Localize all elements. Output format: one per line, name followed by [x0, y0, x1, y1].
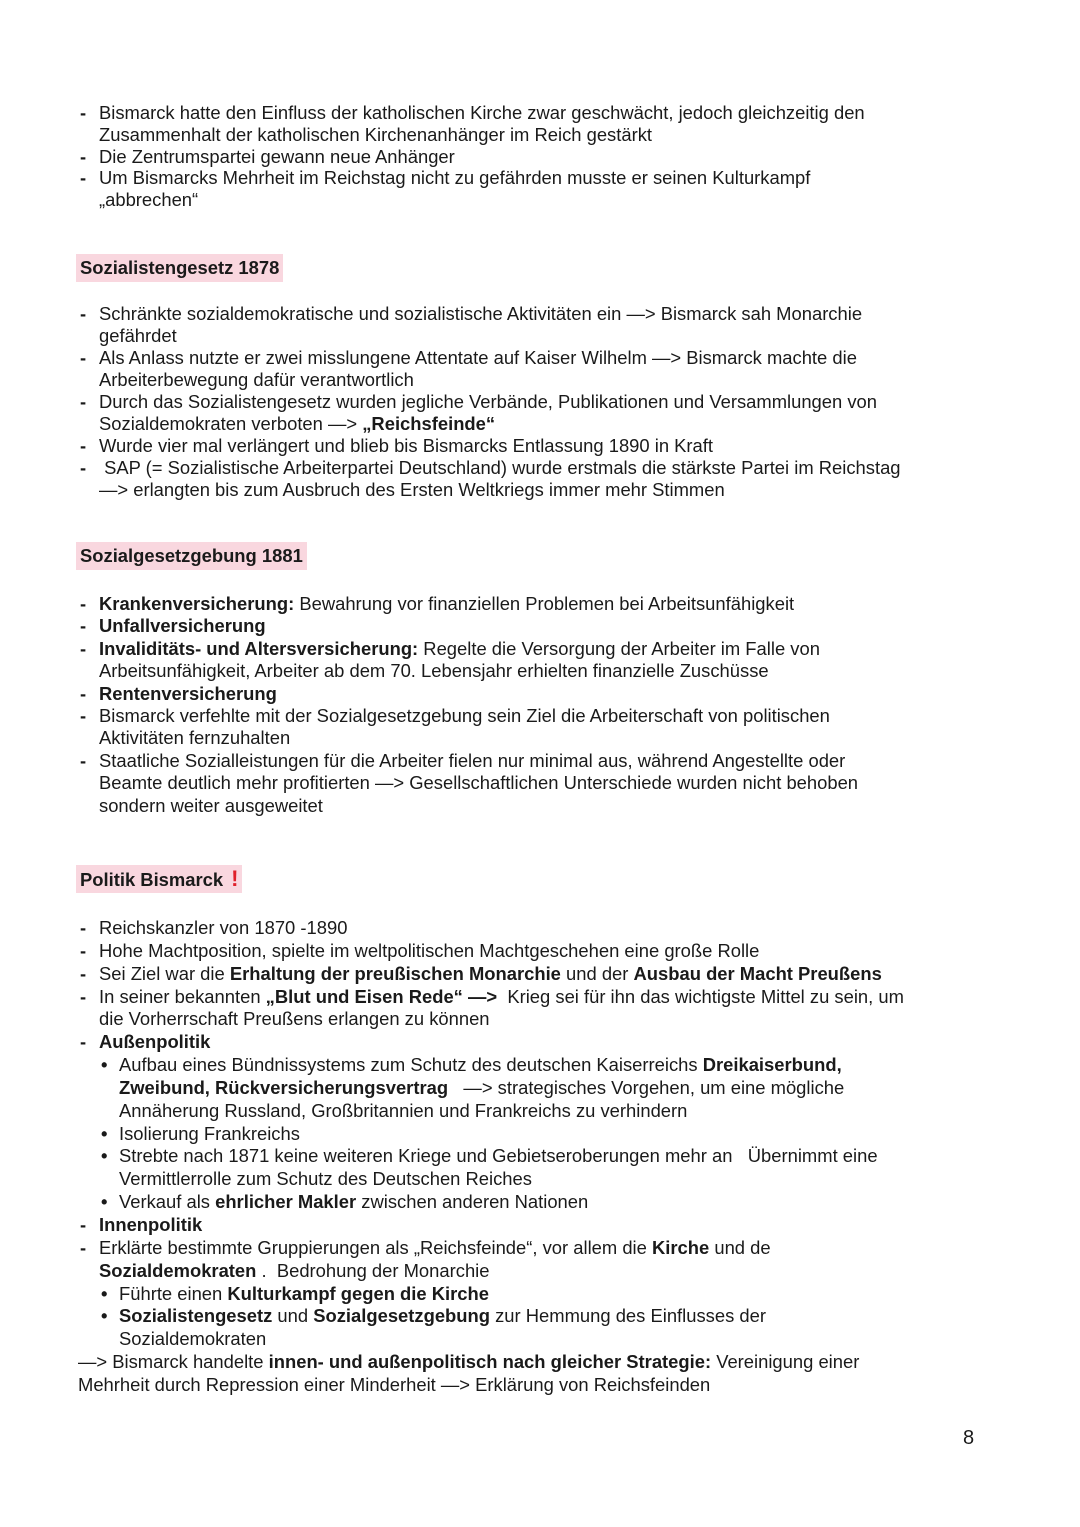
text: SAP (= Sozialistische Arbeiterpartei Deutschland) wurde erstmals die stärkste Partei im Reichstag	[99, 457, 901, 478]
bold-text: Invaliditäts- und Altersversicherung:	[99, 637, 419, 659]
list-item	[0, 615, 1080, 637]
dash-bullet-icon: -	[80, 749, 87, 771]
text-line	[119, 1054, 1080, 1077]
list-item	[0, 167, 1080, 211]
bullet-list	[0, 303, 1080, 501]
list-item	[0, 638, 1080, 683]
dash-bullet-icon: -	[80, 347, 87, 368]
text-line	[99, 940, 1080, 963]
dash-bullet-icon: -	[80, 615, 87, 637]
list-item	[0, 391, 1080, 435]
bullet-list	[0, 102, 1080, 211]
dot-bullet-icon: •	[101, 1305, 108, 1327]
text: Annäherung Russland, Großbritannien und Frankreichs zu verhindern	[119, 1099, 688, 1121]
section-heading	[76, 254, 283, 282]
bold-text: Sozialgesetzgebung	[313, 1305, 490, 1327]
list-item	[0, 1054, 1080, 1123]
list-item	[0, 963, 1080, 986]
dash-bullet-icon: -	[80, 1236, 87, 1258]
text: und der	[560, 962, 634, 984]
dot-bullet-icon: •	[101, 1191, 108, 1213]
dash-bullet-icon: -	[80, 985, 87, 1007]
section-heading-text: Sozialistengesetz 1878	[80, 257, 280, 278]
text-line	[99, 683, 1080, 705]
text: Bewahrung vor finanziellen Problemen bei Arbeitsunfähigkeit	[294, 593, 795, 614]
text-line	[99, 705, 1080, 727]
text-line	[99, 369, 1080, 391]
dot-bullet-icon: •	[101, 1054, 108, 1076]
bold-text: innen- und außenpolitisch nach gleicher Strategie:	[268, 1351, 712, 1373]
text: Reichskanzler von 1870 -1890	[99, 917, 348, 938]
text: Bismarck hatte den Einfluss der katholischen Kirche zwar geschwächt, jedoch gleichzeitig den	[99, 102, 865, 123]
text: Erklärte bestimmte Gruppierungen als „Reichsfeinde“, vor allem die	[99, 1236, 652, 1258]
bold-text: Ausbau der Macht Preußens	[633, 962, 882, 984]
text: Vereinigung einer	[711, 1351, 860, 1373]
text-line	[99, 325, 1080, 347]
dash-bullet-icon: -	[80, 593, 87, 614]
list-item	[0, 1031, 1080, 1054]
text: Vermittlerrolle zum Schutz des Deutschen Reiches	[119, 1168, 532, 1190]
text-line	[119, 1168, 1080, 1191]
text-line	[99, 413, 1080, 435]
text: Staatliche Sozialleistungen für die Arbeiter fielen nur minimal aus, während Angestellte oder	[99, 749, 846, 771]
text-line	[99, 479, 1080, 501]
text: und	[272, 1305, 314, 1327]
text-line	[99, 1214, 1080, 1237]
text: In seiner bekannten	[99, 985, 266, 1007]
text: zwischen anderen Nationen	[356, 1191, 589, 1213]
text: Zusammenhalt der katholischen Kirchenanhänger im Reich gestärkt	[99, 123, 653, 145]
bold-text: Sozialdemokraten	[99, 1259, 257, 1281]
dash-bullet-icon: -	[80, 1213, 87, 1235]
text: Hohe Machtposition, spielte im weltpolitischen Machtgeschehen eine große Rolle	[99, 939, 760, 961]
bold-text: Unfallversicherung	[99, 615, 266, 637]
text: Wurde vier mal verlängert und blieb bis Bismarcks Entlassung 1890 in Kraft	[99, 435, 713, 456]
list-item	[0, 1191, 1080, 1214]
list-item	[0, 986, 1080, 1032]
bold-text: Innenpolitik	[99, 1213, 203, 1235]
bold-text: Dreikaiserbund,	[702, 1054, 842, 1076]
list-item	[0, 1214, 1080, 1237]
dot-bullet-icon: •	[101, 1145, 108, 1167]
text: sondern weiter ausgeweitet	[99, 794, 323, 816]
bold-text: „Blut und Eisen Rede“ —>	[265, 985, 498, 1007]
bullet-list	[0, 917, 1080, 1397]
text: „abbrechen“	[99, 189, 199, 211]
text: Um Bismarcks Mehrheit im Reichstag nicht zu gefährden musste er seinen Kulturkampf	[99, 167, 811, 189]
dash-bullet-icon: -	[80, 939, 87, 961]
dash-bullet-icon: -	[80, 1031, 87, 1053]
list-item	[0, 102, 1080, 146]
dash-bullet-icon: -	[80, 167, 87, 189]
bold-text: ehrlicher Makler	[215, 1191, 357, 1213]
list-item	[0, 1305, 1080, 1351]
text-line	[119, 1283, 1080, 1306]
text: Bismarck verfehlte mit der Sozialgesetzgebung sein Ziel die Arbeiterschaft von politischen	[99, 705, 830, 727]
bold-text: Sozialistengesetz	[119, 1305, 273, 1327]
text-line	[99, 660, 1080, 682]
text-line	[119, 1077, 1080, 1100]
dash-bullet-icon: -	[80, 102, 87, 123]
text: Krieg sei für ihn das wichtigste Mittel zu sein, um	[497, 985, 904, 1007]
bold-text: Außenpolitik	[99, 1031, 211, 1053]
text: Regelte die Versorgung der Arbeiter im Falle von	[418, 637, 820, 659]
text-line	[99, 750, 1080, 772]
list-item	[0, 457, 1080, 501]
text-line	[78, 1374, 1080, 1397]
text-line	[99, 457, 1080, 479]
text: und de	[709, 1236, 771, 1258]
list-item	[0, 940, 1080, 963]
text-line	[99, 303, 1080, 325]
text: Arbeiterbewegung dafür verantwortlich	[99, 369, 414, 390]
text-line	[99, 391, 1080, 413]
text: Durch das Sozialistengesetz wurden jegliche Verbände, Publikationen und Versammlungen von	[99, 391, 878, 412]
text-line	[119, 1305, 1080, 1328]
bold-text: Zweibund, Rückversicherungsvertrag	[119, 1076, 449, 1098]
list-item	[0, 593, 1080, 615]
bold-text: Krankenversicherung:	[99, 593, 295, 614]
dash-bullet-icon: -	[80, 917, 87, 938]
text-line	[99, 593, 1080, 615]
text: zur Hemmung des Einflusses der	[490, 1305, 766, 1327]
text-line	[119, 1328, 1080, 1351]
text-line	[99, 772, 1080, 794]
text-line	[99, 167, 1080, 189]
text-line	[99, 435, 1080, 457]
text-line	[99, 347, 1080, 369]
text: Strebte nach 1871 keine weiteren Kriege und Gebietseroberungen mehr an Übernimmt eine	[119, 1145, 878, 1167]
list-item	[0, 146, 1080, 168]
text-line	[119, 1100, 1080, 1123]
text-line	[99, 638, 1080, 660]
text-line	[99, 124, 1080, 146]
section-heading	[76, 542, 307, 570]
text: Die Zentrumspartei gewann neue Anhänger	[99, 145, 455, 167]
text: Aktivitäten fernzuhalten	[99, 727, 291, 749]
list-item	[0, 1237, 1080, 1283]
dash-bullet-icon: -	[80, 682, 87, 704]
text: . Bedrohung der Monarchie	[256, 1259, 490, 1281]
text-line	[99, 1237, 1080, 1260]
text-line	[99, 189, 1080, 211]
bold-text: Kirche	[651, 1236, 710, 1258]
text-line	[99, 1260, 1080, 1283]
text: Sozialdemokraten verboten —>	[99, 413, 363, 434]
list-item	[0, 1123, 1080, 1146]
dash-bullet-icon: -	[80, 303, 87, 324]
text: —> strategisches Vorgehen, um eine mögliche	[448, 1076, 845, 1098]
text: Sei Ziel war die	[99, 962, 230, 984]
text: Mehrheit durch Repression einer Minderheit —> Erklärung von Reichsfeinden	[78, 1373, 711, 1395]
text-line	[99, 146, 1080, 168]
section-heading-text: Sozialgesetzgebung 1881	[80, 545, 303, 566]
dash-bullet-icon: -	[80, 145, 87, 167]
list-item	[0, 683, 1080, 705]
text: —> Bismarck handelte	[78, 1351, 269, 1373]
text-line	[99, 986, 1080, 1009]
page-number: 8	[963, 1427, 975, 1449]
bold-text: „Reichsfeinde“	[362, 413, 496, 434]
dash-bullet-icon: -	[80, 962, 87, 984]
text-line	[119, 1191, 1080, 1214]
list-item	[0, 917, 1080, 940]
text-line	[99, 615, 1080, 637]
list-item	[0, 303, 1080, 347]
dash-bullet-icon: -	[80, 705, 87, 727]
list-item	[0, 1283, 1080, 1306]
exclamation-icon: !	[231, 866, 239, 891]
text: —> erlangten bis zum Ausbruch des Ersten Weltkriegs immer mehr Stimmen	[99, 479, 725, 500]
list-item	[0, 1351, 1080, 1397]
text: Beamte deutlich mehr profitierten —> Gesellschaftlichen Unterschiede wurden nicht behoben	[99, 772, 859, 794]
bold-text: Kulturkampf gegen die Kirche	[227, 1282, 489, 1304]
section-heading-text: Politik Bismarck	[80, 869, 224, 890]
dash-bullet-icon: -	[80, 391, 87, 412]
text-line	[99, 727, 1080, 749]
list-item	[0, 1145, 1080, 1191]
text-line	[99, 963, 1080, 986]
dot-bullet-icon: •	[101, 1122, 108, 1144]
bullet-list	[0, 593, 1080, 817]
text: Verkauf als	[119, 1191, 216, 1213]
dot-bullet-icon: •	[101, 1282, 108, 1304]
text-line	[119, 1123, 1080, 1146]
text: Aufbau eines Bündnissystems zum Schutz des deutschen Kaiserreichs	[119, 1054, 703, 1076]
dash-bullet-icon: -	[80, 435, 87, 456]
list-item	[0, 435, 1080, 457]
text-line	[99, 102, 1080, 124]
text-line	[78, 1351, 1080, 1374]
section-heading	[76, 865, 242, 893]
bold-text: Rentenversicherung	[99, 682, 277, 704]
bold-text: Erhaltung der preußischen Monarchie	[229, 962, 561, 984]
text-line	[99, 1008, 1080, 1031]
text-line	[99, 795, 1080, 817]
text-line	[99, 1031, 1080, 1054]
text: Arbeitsunfähigkeit, Arbeiter ab dem 70. Lebensjahr erhielten finanzielle Zuschüsse	[99, 660, 769, 682]
dash-bullet-icon: -	[80, 637, 87, 659]
text: die Vorherrschaft Preußens erlangen zu können	[99, 1008, 490, 1030]
list-item	[0, 347, 1080, 391]
list-item	[0, 750, 1080, 817]
dash-bullet-icon: -	[80, 457, 87, 478]
text-line	[99, 917, 1080, 940]
text: Als Anlass nutzte er zwei misslungene Attentate auf Kaiser Wilhelm —> Bismarck machte die	[99, 347, 857, 368]
list-item	[0, 705, 1080, 750]
text: Führte einen	[119, 1282, 228, 1304]
text: gefährdet	[99, 325, 177, 346]
text-line	[119, 1145, 1080, 1168]
text: Isolierung Frankreichs	[119, 1122, 300, 1144]
text: Schränkte sozialdemokratische und sozialistische Aktivitäten ein —> Bismarck sah Monarchie	[99, 303, 863, 324]
text: Sozialdemokraten	[119, 1328, 267, 1350]
